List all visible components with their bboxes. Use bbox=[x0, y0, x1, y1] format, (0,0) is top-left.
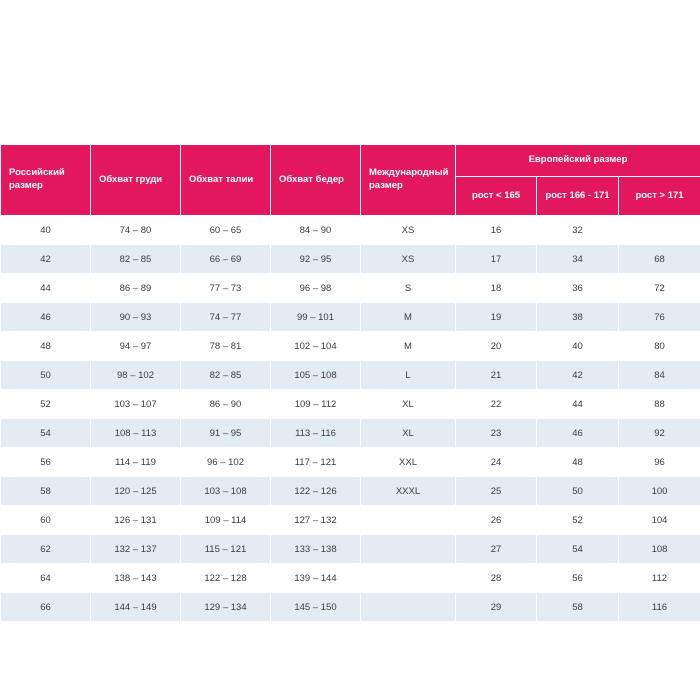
cell-euro-height-over-171: 104 bbox=[619, 506, 700, 535]
header-height-over-171: рост > 171 bbox=[619, 177, 700, 216]
cell-chest: 82 – 85 bbox=[91, 245, 181, 274]
header-international-size: Международный размер bbox=[361, 145, 456, 216]
cell-hips: 139 – 144 bbox=[271, 564, 361, 593]
cell-euro-height-166-171: 50 bbox=[537, 477, 619, 506]
table-row bbox=[1, 477, 700, 506]
header-chest: Обхват груди bbox=[91, 145, 181, 216]
table-row bbox=[1, 245, 700, 274]
cell-international: S bbox=[361, 274, 456, 303]
table-body bbox=[1, 216, 700, 622]
cell-euro-height-166-171: 44 bbox=[537, 390, 619, 419]
cell-euro-height-over-171: 68 bbox=[619, 245, 700, 274]
cell-hips: 127 – 132 bbox=[271, 506, 361, 535]
cell-international: XS bbox=[361, 245, 456, 274]
header-height-166-171: рост 166 - 171 bbox=[537, 177, 619, 216]
cell-waist: 122 – 128 bbox=[181, 564, 271, 593]
cell-euro-height-over-171: 112 bbox=[619, 564, 700, 593]
cell-chest: 132 – 137 bbox=[91, 535, 181, 564]
cell-russian-size: 46 bbox=[1, 303, 91, 332]
cell-euro-height-under-165: 21 bbox=[456, 361, 537, 390]
cell-waist: 91 – 95 bbox=[181, 419, 271, 448]
size-chart-container bbox=[0, 144, 700, 622]
cell-russian-size: 40 bbox=[1, 216, 91, 245]
cell-chest: 74 – 80 bbox=[91, 216, 181, 245]
cell-hips: 105 – 108 bbox=[271, 361, 361, 390]
table-row bbox=[1, 564, 700, 593]
cell-russian-size: 64 bbox=[1, 564, 91, 593]
cell-hips: 96 – 98 bbox=[271, 274, 361, 303]
header-hips: Обхват бедер bbox=[271, 145, 361, 216]
cell-hips: 117 – 121 bbox=[271, 448, 361, 477]
cell-russian-size: 56 bbox=[1, 448, 91, 477]
table-header bbox=[1, 145, 700, 216]
cell-euro-height-166-171: 42 bbox=[537, 361, 619, 390]
cell-euro-height-166-171: 56 bbox=[537, 564, 619, 593]
cell-euro-height-over-171 bbox=[619, 216, 700, 245]
cell-euro-height-under-165: 25 bbox=[456, 477, 537, 506]
cell-chest: 86 – 89 bbox=[91, 274, 181, 303]
cell-russian-size: 62 bbox=[1, 535, 91, 564]
cell-russian-size: 50 bbox=[1, 361, 91, 390]
table-row bbox=[1, 535, 700, 564]
cell-russian-size: 66 bbox=[1, 593, 91, 622]
header-waist: Обхват талии bbox=[181, 145, 271, 216]
cell-euro-height-166-171: 52 bbox=[537, 506, 619, 535]
cell-hips: 133 – 138 bbox=[271, 535, 361, 564]
cell-international: XXL bbox=[361, 448, 456, 477]
cell-hips: 145 – 150 bbox=[271, 593, 361, 622]
cell-euro-height-over-171: 88 bbox=[619, 390, 700, 419]
cell-euro-height-under-165: 20 bbox=[456, 332, 537, 361]
cell-euro-height-under-165: 18 bbox=[456, 274, 537, 303]
cell-chest: 126 – 131 bbox=[91, 506, 181, 535]
cell-euro-height-over-171: 96 bbox=[619, 448, 700, 477]
cell-euro-height-166-171: 46 bbox=[537, 419, 619, 448]
cell-international: M bbox=[361, 303, 456, 332]
cell-russian-size: 58 bbox=[1, 477, 91, 506]
cell-chest: 120 – 125 bbox=[91, 477, 181, 506]
table-row bbox=[1, 303, 700, 332]
cell-euro-height-under-165: 26 bbox=[456, 506, 537, 535]
cell-euro-height-over-171: 76 bbox=[619, 303, 700, 332]
cell-russian-size: 48 bbox=[1, 332, 91, 361]
cell-russian-size: 44 bbox=[1, 274, 91, 303]
cell-hips: 84 – 90 bbox=[271, 216, 361, 245]
table-row bbox=[1, 274, 700, 303]
cell-waist: 115 – 121 bbox=[181, 535, 271, 564]
cell-russian-size: 60 bbox=[1, 506, 91, 535]
cell-euro-height-over-171: 72 bbox=[619, 274, 700, 303]
cell-euro-height-over-171: 80 bbox=[619, 332, 700, 361]
cell-euro-height-under-165: 29 bbox=[456, 593, 537, 622]
cell-euro-height-under-165: 16 bbox=[456, 216, 537, 245]
cell-euro-height-over-171: 108 bbox=[619, 535, 700, 564]
cell-euro-height-under-165: 27 bbox=[456, 535, 537, 564]
cell-russian-size: 42 bbox=[1, 245, 91, 274]
cell-chest: 94 – 97 bbox=[91, 332, 181, 361]
cell-hips: 102 – 104 bbox=[271, 332, 361, 361]
cell-international bbox=[361, 593, 456, 622]
cell-euro-height-over-171: 84 bbox=[619, 361, 700, 390]
cell-international bbox=[361, 535, 456, 564]
cell-chest: 98 – 102 bbox=[91, 361, 181, 390]
table-row bbox=[1, 332, 700, 361]
cell-chest: 114 – 119 bbox=[91, 448, 181, 477]
header-european-size-group: Европейский размер bbox=[456, 145, 700, 177]
cell-waist: 66 – 69 bbox=[181, 245, 271, 274]
cell-waist: 78 – 81 bbox=[181, 332, 271, 361]
cell-international: XL bbox=[361, 419, 456, 448]
header-height-under-165: рост < 165 bbox=[456, 177, 537, 216]
cell-waist: 109 – 114 bbox=[181, 506, 271, 535]
header-russian-size: Российский размер bbox=[1, 145, 91, 216]
size-chart-table bbox=[0, 144, 700, 622]
table-row bbox=[1, 216, 700, 245]
cell-waist: 74 – 77 bbox=[181, 303, 271, 332]
cell-international: M bbox=[361, 332, 456, 361]
cell-waist: 96 – 102 bbox=[181, 448, 271, 477]
cell-euro-height-166-171: 36 bbox=[537, 274, 619, 303]
cell-euro-height-under-165: 19 bbox=[456, 303, 537, 332]
cell-hips: 109 – 112 bbox=[271, 390, 361, 419]
cell-euro-height-under-165: 24 bbox=[456, 448, 537, 477]
cell-euro-height-166-171: 38 bbox=[537, 303, 619, 332]
cell-euro-height-166-171: 58 bbox=[537, 593, 619, 622]
table-row bbox=[1, 390, 700, 419]
cell-international bbox=[361, 564, 456, 593]
table-row bbox=[1, 419, 700, 448]
cell-waist: 129 – 134 bbox=[181, 593, 271, 622]
cell-russian-size: 54 bbox=[1, 419, 91, 448]
cell-waist: 86 – 90 bbox=[181, 390, 271, 419]
cell-hips: 122 – 126 bbox=[271, 477, 361, 506]
cell-euro-height-under-165: 22 bbox=[456, 390, 537, 419]
cell-euro-height-under-165: 17 bbox=[456, 245, 537, 274]
cell-waist: 60 – 65 bbox=[181, 216, 271, 245]
table-row bbox=[1, 448, 700, 477]
cell-international: XXXL bbox=[361, 477, 456, 506]
table-row bbox=[1, 506, 700, 535]
cell-chest: 90 – 93 bbox=[91, 303, 181, 332]
cell-euro-height-166-171: 54 bbox=[537, 535, 619, 564]
cell-euro-height-over-171: 116 bbox=[619, 593, 700, 622]
cell-international: XS bbox=[361, 216, 456, 245]
cell-euro-height-166-171: 32 bbox=[537, 216, 619, 245]
cell-euro-height-over-171: 92 bbox=[619, 419, 700, 448]
cell-chest: 138 – 143 bbox=[91, 564, 181, 593]
cell-euro-height-over-171: 100 bbox=[619, 477, 700, 506]
cell-euro-height-166-171: 34 bbox=[537, 245, 619, 274]
cell-international: L bbox=[361, 361, 456, 390]
cell-hips: 113 – 116 bbox=[271, 419, 361, 448]
cell-euro-height-166-171: 48 bbox=[537, 448, 619, 477]
cell-russian-size: 52 bbox=[1, 390, 91, 419]
cell-chest: 103 – 107 bbox=[91, 390, 181, 419]
table-row bbox=[1, 593, 700, 622]
cell-international bbox=[361, 506, 456, 535]
cell-euro-height-166-171: 40 bbox=[537, 332, 619, 361]
cell-waist: 82 – 85 bbox=[181, 361, 271, 390]
cell-euro-height-under-165: 28 bbox=[456, 564, 537, 593]
header-row-top bbox=[1, 145, 700, 177]
cell-waist: 103 – 108 bbox=[181, 477, 271, 506]
cell-international: XL bbox=[361, 390, 456, 419]
cell-euro-height-under-165: 23 bbox=[456, 419, 537, 448]
cell-chest: 144 – 149 bbox=[91, 593, 181, 622]
table-row bbox=[1, 361, 700, 390]
cell-hips: 99 – 101 bbox=[271, 303, 361, 332]
cell-waist: 77 – 73 bbox=[181, 274, 271, 303]
cell-chest: 108 – 113 bbox=[91, 419, 181, 448]
cell-hips: 92 – 95 bbox=[271, 245, 361, 274]
